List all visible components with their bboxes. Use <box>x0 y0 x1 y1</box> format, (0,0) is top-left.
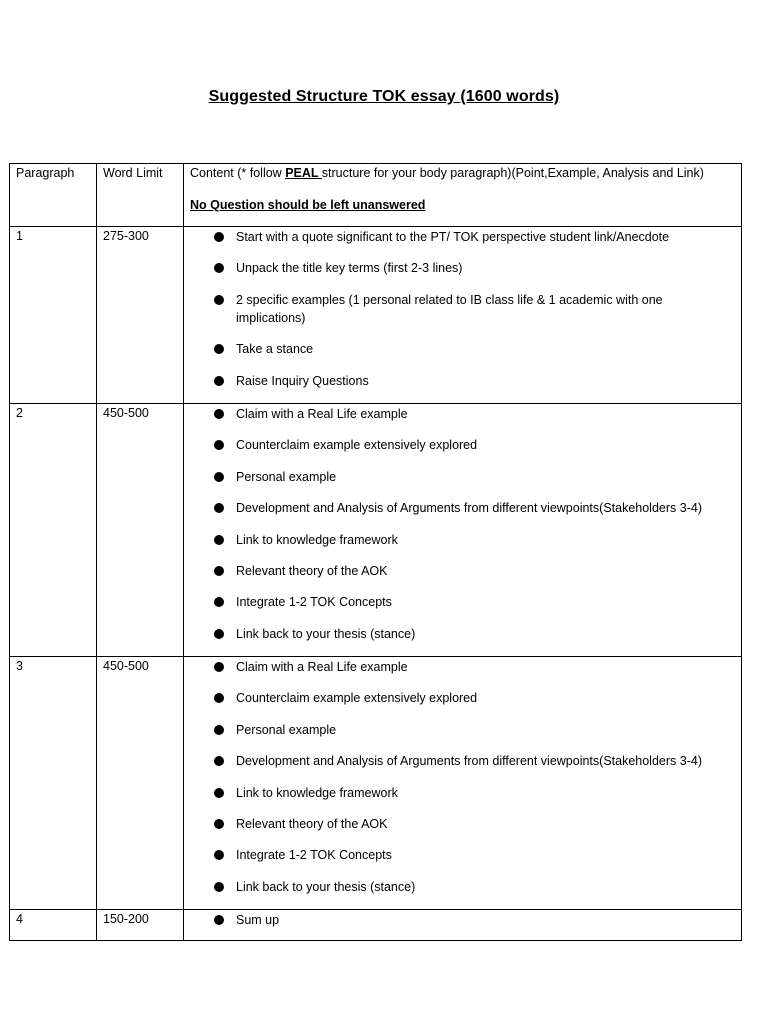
paragraph-number: 1 <box>16 229 23 243</box>
list-item <box>236 815 735 833</box>
word-limit-cell <box>97 657 184 910</box>
content-cell <box>184 657 742 910</box>
table-header-row <box>10 164 742 227</box>
list-item <box>236 593 735 611</box>
paragraph-cell <box>10 657 97 910</box>
bullet-icon <box>214 503 224 513</box>
list-item <box>236 911 735 929</box>
list-item-text: 2 specific examples (1 personal related to IB class life & 1 academic with one implications) <box>236 292 663 325</box>
bullet-list <box>184 657 741 896</box>
list-item <box>236 689 735 707</box>
bullet-icon <box>214 535 224 545</box>
bullet-icon <box>214 693 224 703</box>
list-item <box>236 468 735 486</box>
bullet-icon <box>214 440 224 450</box>
list-item <box>236 499 735 517</box>
list-item-text: Integrate 1-2 TOK Concepts <box>236 848 392 863</box>
header-content-peal: PEAL <box>285 166 322 180</box>
bullet-icon <box>214 850 224 860</box>
list-item-text: Link back to your thesis (stance) <box>236 879 416 894</box>
bullet-icon <box>214 597 224 607</box>
word-limit-cell <box>97 227 184 404</box>
bullet-icon <box>214 629 224 639</box>
list-item <box>236 562 735 580</box>
header-content-note: No Question should be left unanswered <box>190 198 426 212</box>
list-item <box>236 878 735 896</box>
list-item-text: Development and Analysis of Arguments from different viewpoints(Stakeholders 3-4) <box>236 754 702 769</box>
table-row <box>10 910 742 941</box>
list-item-text: Integrate 1-2 TOK Concepts <box>236 595 392 610</box>
list-item-text: Development and Analysis of Arguments from different viewpoints(Stakeholders 3-4) <box>236 501 702 516</box>
header-paragraph-cell <box>10 164 97 227</box>
list-item-text: Counterclaim example extensively explored <box>236 438 478 453</box>
list-item <box>236 846 735 864</box>
paragraph-cell <box>10 227 97 404</box>
list-item <box>236 625 735 643</box>
list-item <box>236 372 735 390</box>
list-item <box>236 228 735 246</box>
list-item-text: Relevant theory of the AOK <box>236 817 388 832</box>
list-item-text: Sum up <box>236 913 280 928</box>
bullet-list <box>184 910 741 929</box>
bullet-icon <box>214 295 224 305</box>
list-item-text: Link to knowledge framework <box>236 785 398 800</box>
list-item <box>236 436 735 454</box>
paragraph-cell <box>10 910 97 941</box>
paragraph-number: 3 <box>16 659 23 674</box>
bullet-icon <box>214 344 224 354</box>
list-item-text: Personal example <box>236 469 337 484</box>
word-limit: 150-200 <box>103 912 149 927</box>
header-word-limit: Word Limit <box>103 166 163 180</box>
list-item-text: Take a stance <box>236 342 314 357</box>
list-item-text: Counterclaim example extensively explored <box>236 691 478 706</box>
content-cell <box>184 403 742 656</box>
list-item <box>236 340 735 358</box>
list-item-text: Raise Inquiry Questions <box>236 373 369 388</box>
header-word-limit-cell <box>97 164 184 227</box>
list-item-text: Unpack the title key terms (first 2-3 lines) <box>236 261 463 276</box>
list-item-text: Claim with a Real Life example <box>236 406 408 421</box>
bullet-icon <box>214 756 224 766</box>
word-limit-cell <box>97 910 184 941</box>
list-item-text: Start with a quote significant to the PT/ TOK perspective student link/Anecdote <box>236 230 670 244</box>
list-item <box>236 259 735 277</box>
list-item-text: Claim with a Real Life example <box>236 660 408 675</box>
bullet-icon <box>214 472 224 482</box>
list-item-text: Link back to your thesis (stance) <box>236 626 416 641</box>
content-cell <box>184 227 742 404</box>
bullet-list <box>184 227 741 390</box>
table-row <box>10 657 742 910</box>
list-item <box>236 752 735 770</box>
word-limit: 275-300 <box>103 229 149 243</box>
bullet-icon <box>214 376 224 386</box>
bullet-icon <box>214 915 224 925</box>
word-limit: 450-500 <box>103 405 149 420</box>
paragraph-number: 4 <box>16 912 23 927</box>
list-item <box>236 291 735 327</box>
list-item <box>236 721 735 739</box>
table-row <box>10 227 742 404</box>
list-item-text: Relevant theory of the AOK <box>236 563 388 578</box>
content-cell <box>184 910 742 941</box>
paragraph-number: 2 <box>16 405 23 420</box>
table-row <box>10 403 742 656</box>
page-title: Suggested Structure TOK essay (1600 words) <box>208 88 560 105</box>
list-item <box>236 531 735 549</box>
bullet-icon <box>214 263 224 273</box>
word-limit-cell <box>97 403 184 656</box>
list-item-text: Link to knowledge framework <box>236 532 398 547</box>
bullet-icon <box>214 662 224 672</box>
bullet-icon <box>214 566 224 576</box>
list-item <box>236 405 735 423</box>
essay-structure-table <box>9 163 742 941</box>
header-content-suffix: structure for your body paragraph)(Point,Example, Analysis and Link) <box>321 166 704 180</box>
paragraph-cell <box>10 403 97 656</box>
bullet-icon <box>214 819 224 829</box>
bullet-list <box>184 404 741 643</box>
bullet-icon <box>214 409 224 419</box>
list-item <box>236 658 735 676</box>
header-paragraph: Paragraph <box>16 166 75 180</box>
list-item-text: Personal example <box>236 722 337 737</box>
header-content-cell <box>184 164 742 227</box>
bullet-icon <box>214 232 224 242</box>
bullet-icon <box>214 725 224 735</box>
bullet-icon <box>214 882 224 892</box>
header-content-prefix: Content (* follow <box>190 166 286 180</box>
header-content <box>184 164 741 181</box>
word-limit: 450-500 <box>103 659 149 674</box>
bullet-icon <box>214 788 224 798</box>
list-item <box>236 784 735 802</box>
